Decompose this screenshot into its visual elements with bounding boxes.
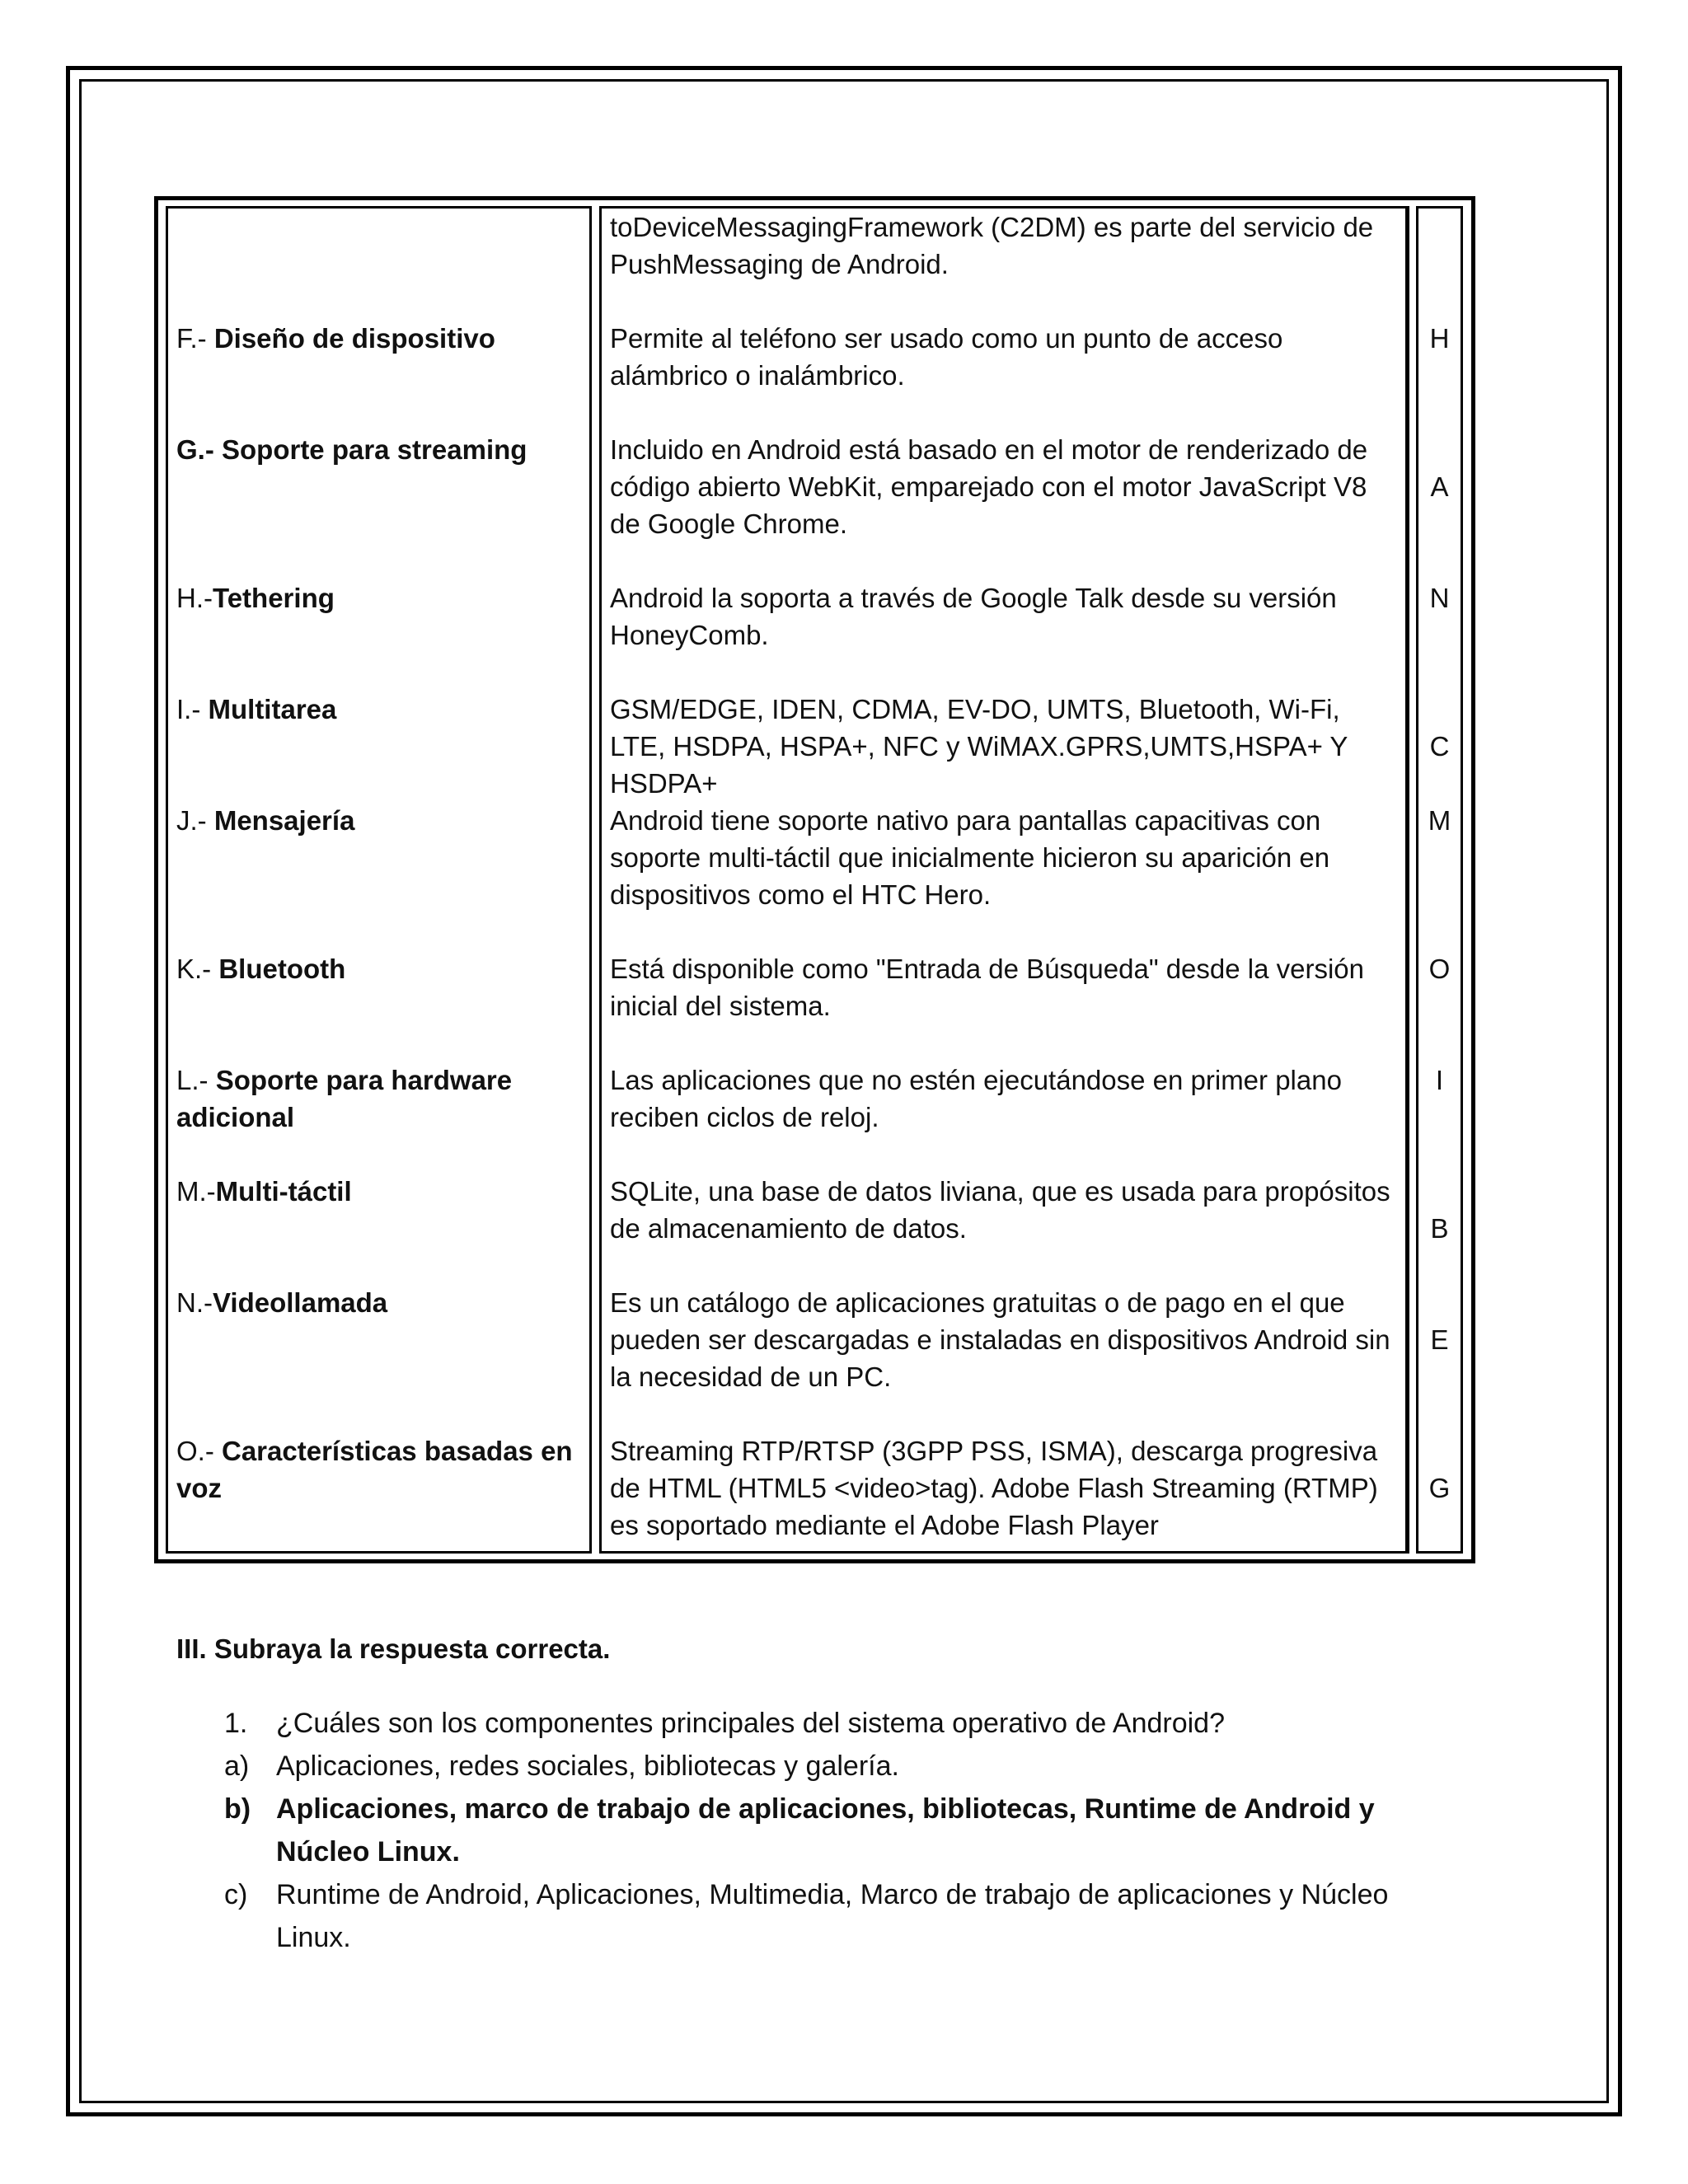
option-marker: c) [224, 1879, 248, 1910]
answer-letter: O [1428, 954, 1451, 984]
feature-label: N.-Videollamada [176, 1287, 388, 1318]
feature-label: K.- Bluetooth [176, 954, 346, 984]
question-number: 1. [224, 1708, 248, 1739]
feature-description: Permite al teléfono ser usado como un punto de acceso alámbrico o inalámbrico. [610, 323, 1283, 391]
feature-label: L.- Soporte para hardware adicional [176, 1065, 513, 1132]
feature-description: GSM/EDGE, IDEN, CDMA, EV-DO, UMTS, Bluetooth, Wi-Fi, LTE, HSDPA, HSPA+, NFC y WiMAX.GPRS,UMTS,HSPA+ Y HSDPA+ [610, 694, 1348, 799]
feature-description: Es un catálogo de aplicaciones gratuitas o de pago en el que pueden ser descargadas e instaladas en dispositivos Android sin la necesidad de un PC. [610, 1287, 1390, 1392]
question-text: ¿Cuáles son los componentes principales del sistema operativo de Android? [276, 1708, 1225, 1739]
answer-letter: G [1428, 1473, 1451, 1503]
feature-label: J.- Mensajería [176, 805, 355, 836]
feature-label: G.- Soporte para streaming [176, 434, 528, 465]
feature-description: Android la soporta a través de Google Talk desde su versión HoneyComb. [610, 583, 1337, 650]
answer-letter: N [1429, 583, 1450, 613]
feature-description: Está disponible como "Entrada de Búsqueda" desde la versión inicial del sistema. [610, 954, 1365, 1021]
option-marker: a) [224, 1750, 250, 1782]
option-marker: b) [224, 1793, 251, 1825]
feature-label: M.-Multi-táctil [176, 1176, 352, 1207]
answer-letter: M [1428, 805, 1451, 836]
option-text: Aplicaciones, redes sociales, bibliotecas y galería. [276, 1750, 899, 1782]
option-text: Runtime de Android, Aplicaciones, Multimedia, Marco de trabajo de aplicaciones y Núcleo Linux. [276, 1879, 1389, 1953]
section-title: III. Subraya la respuesta correcta. [176, 1633, 611, 1664]
feature-column [166, 206, 592, 1554]
feature-label: I.- Multitarea [176, 694, 337, 724]
feature-description: Android tiene soporte nativo para pantallas capacitivas con soporte multi-táctil que inicialmente hicieron su aparición en dispositivos como el HTC Hero. [610, 805, 1330, 910]
feature-description: Incluido en Android está basado en el motor de renderizado de código abierto WebKit, emparejado con el motor JavaScript V8 de Google Chrome. [610, 434, 1368, 539]
answer-letter: C [1429, 731, 1450, 762]
answer-letter: A [1430, 471, 1449, 502]
top-description: toDeviceMessagingFramework (C2DM) es parte del servicio de PushMessaging de Android. [610, 212, 1374, 279]
answer-letter: I [1435, 1065, 1444, 1095]
feature-label: F.- Diseño de dispositivo [176, 323, 495, 354]
answer-letter: B [1430, 1213, 1449, 1244]
feature-label: O.- Características basadas en voz [176, 1436, 573, 1503]
answer-letter: E [1430, 1324, 1449, 1355]
feature-description: Las aplicaciones que no estén ejecutándose en primer plano reciben ciclos de reloj. [610, 1065, 1342, 1132]
feature-description: Streaming RTP/RTSP (3GPP PSS, ISMA), descarga progresiva de HTML (HTML5 <video>tag). Adobe Flash Streaming (RTMP) es soportado mediante el Adobe Flash Player [610, 1436, 1378, 1540]
answer-letter: H [1429, 323, 1450, 354]
feature-description: SQLite, una base de datos liviana, que es usada para propósitos de almacenamiento de datos. [610, 1176, 1390, 1244]
option-text: Aplicaciones, marco de trabajo de aplicaciones, bibliotecas, Runtime de Android y Núcleo Linux. [276, 1793, 1375, 1868]
feature-label: H.-Tethering [176, 583, 335, 613]
